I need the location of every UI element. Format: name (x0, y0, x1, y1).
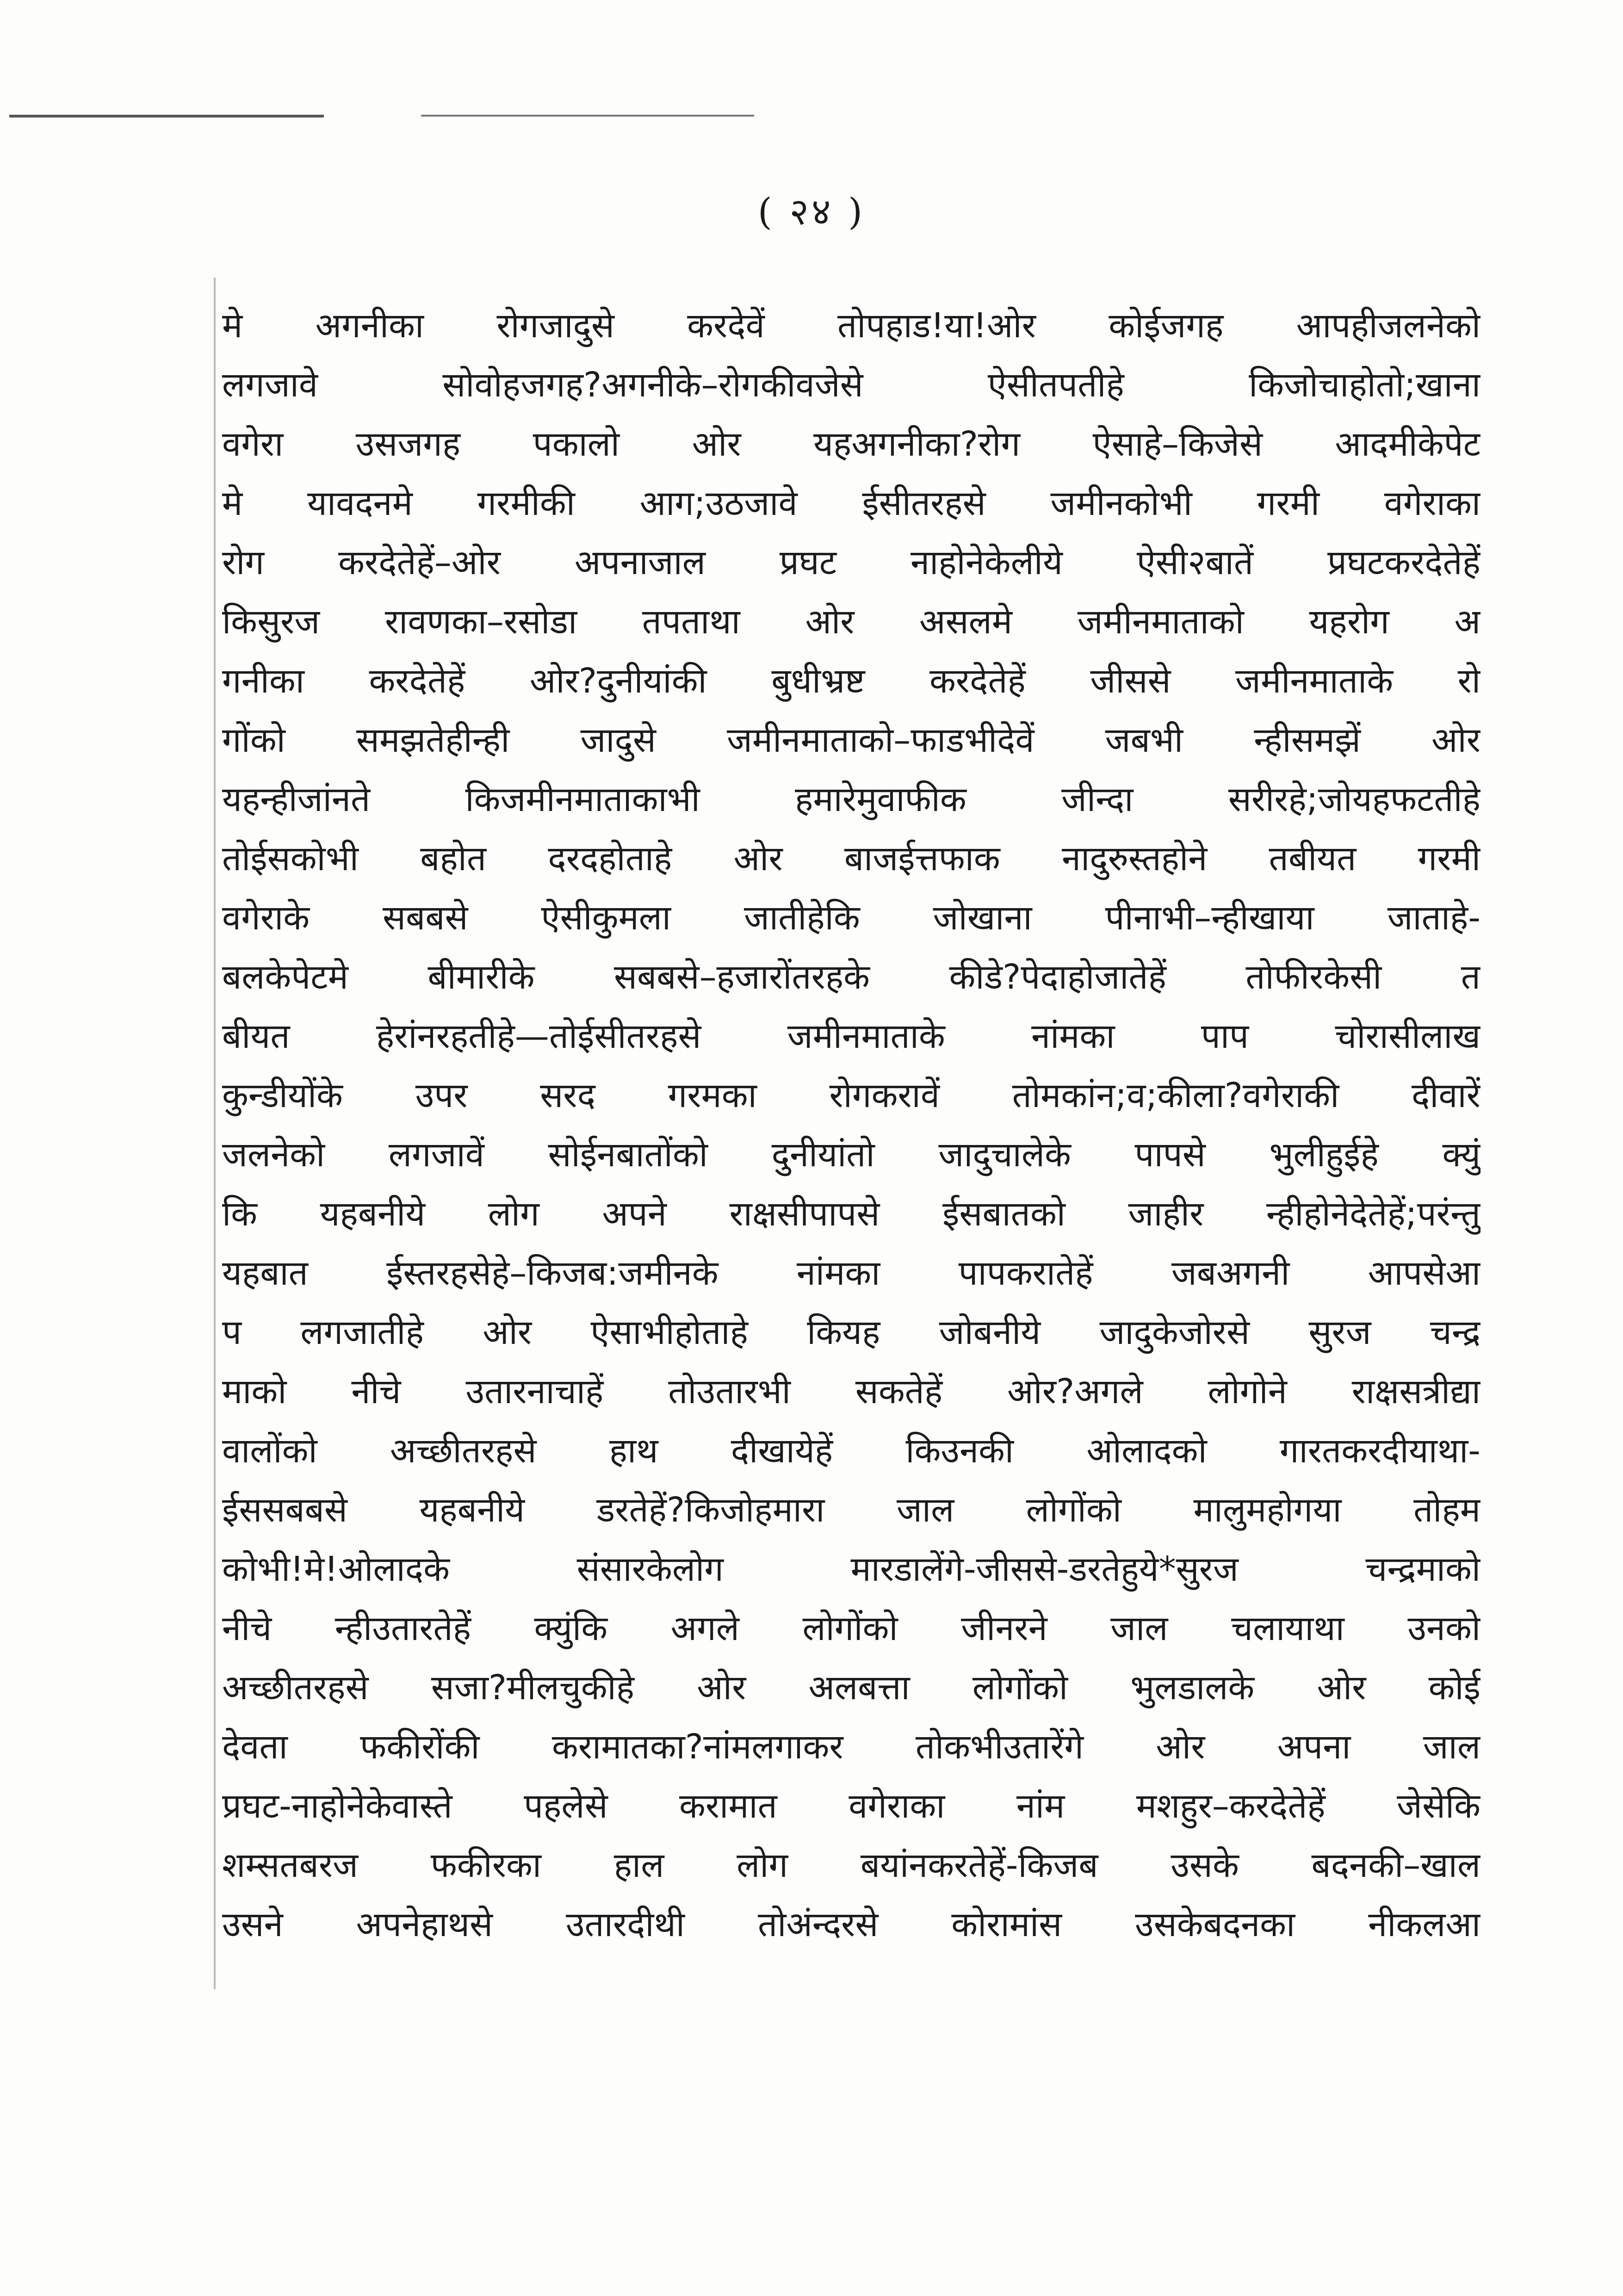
text-line: बलकेपेटमे बीमारीके सबबसे–हजारोंतरहके कीडे?पेदाहोजातेहें तोफीरकेसी त (222, 957, 1481, 997)
text-line: मे यावदनमे गरमीकी आग;उठजावे ईसीतरहसे जमीनकोभी गरमी वगेराका (222, 483, 1481, 523)
text-line: तोईसकोभी बहोत दरदहोताहे ओर बाजईत्तफाक नादुरुस्तहोने तबीयत गरमी (222, 839, 1481, 879)
text-line: रोग करदेतेहें–ओर अपनाजाल प्रघट नाहोनेकेलीये ऐसी२बातें प्रघटकरदेतेहें (222, 543, 1481, 582)
text-line: माको नीचे उतारनाचाहें तोउतारभी सकतेहें ओर?अगले लोगोने राक्षसत्रीद्या (222, 1372, 1481, 1411)
text-line: कि यहबनीये लोग अपने राक्षसीपापसे ईसबातको जाहीर न्हीहोनेदेतेहें;परंन्तु (222, 1194, 1481, 1234)
text-line: गनीका करदेतेहें ओर?दुनीयांकी बुधीभ्रष्ट करदेतेहें जीससे जमीनमाताके रो (222, 661, 1481, 701)
text-line: प लगजातीहे ओर ऐसाभीहोताहे कियह जोबनीये जादुकेजोरसे सुरज चन्द्र (222, 1312, 1481, 1352)
text-line: गोंको समझतेहीन्ही जादुसे जमीनमाताको–फाडभीदेवें जबभी न्हीसमझें ओर (222, 720, 1481, 760)
text-line: यहबात ईस्तरहसेहे–किजब:जमीनके नांमका पापकरातेहें जबअगनी आपसेआ (222, 1253, 1481, 1293)
text-line: देवता फकीरोंकी करामातका?नांमलगाकर तोकभीउतारेंगे ओर अपना जाल (222, 1727, 1481, 1767)
text-line: कुन्डीयोंके उपर सरद गरमका रोगकरावें तोमकांन;व;कीला?वगेराकी दीवारें (222, 1076, 1481, 1115)
body-text (222, 296, 1481, 1954)
text-line: बीयत हेरांनरहतीहे—तोईसीतरहसे जमीनमाताके नांमका पाप चोरासीलाख (222, 1016, 1481, 1056)
text-line: कोभी!मे!ओलादके संसारकेलोग मारडालेंगे-जीससे-डरतेहुये*सुरज चन्द्रमाको (222, 1549, 1481, 1589)
text-line: लगजावे सोवोहजगह?अगनीके–रोगकीवजेसे ऐसीतपतीहे किजोचाहोतो;खाना (222, 365, 1481, 405)
text-line: मे अगनीका रोगजादुसे करदेवें तोपहाड!या!ओर कोईजगह आपहीजलनेको (222, 306, 1481, 346)
header-rule-right (421, 115, 754, 117)
text-line: जलनेको लगजावें सोईनबातोंको दुनीयांतो जादुचालेके पापसे भुलीहुईहे क्युं (222, 1135, 1481, 1175)
header-rule-left (9, 115, 324, 118)
text-line: प्रघट-नाहोनेकेवास्ते पहलेसे करामात वगेराका नांम मशहुर–करदेतेहें जेसेकि (222, 1786, 1481, 1826)
text-line: उसने अपनेहाथसे उतारदीथी तोअंन्दरसे कोरामांस उसकेबदनका नीकलआ (222, 1905, 1481, 1944)
text-line: वालोंको अच्छीतरहसे हाथ दीखायेहें किउनकी ओलादको गारतकरदीयाथा- (222, 1431, 1481, 1471)
page-number: ( २४ ) (757, 190, 866, 233)
text-line: वगेरा उसजगह पकालो ओर यहअगनीका?रोग ऐसाहे–किजेसे आदमीकेपेट (222, 424, 1481, 464)
text-line: किसुरज रावणका–रसोडा तपताथा ओर असलमे जमीनमाताको यहरोग अ (222, 602, 1481, 642)
text-line: वगेराके सबबसे ऐसीकुमला जातीहेकि जोखाना पीनाभी–न्हीखाया जाताहे- (222, 898, 1481, 938)
text-line: शम्सतबरज फकीरका हाल लोग बयांनकरतेहें-किजब उसके बदनकी–खाल (222, 1845, 1481, 1885)
text-line: अच्छीतरहसे सजा?मीलचुकीहे ओर अलबत्ता लोगोंको भुलडालके ओर कोई (222, 1668, 1481, 1708)
text-line: नीचे न्हीउतारतेहें क्युंकि अगले लोगोंको जीनरने जाल चलायाथा उनको (222, 1609, 1481, 1648)
text-line: यहन्हीजांनते किजमीनमाताकाभी हमारेमुवाफीक जीन्दा सरीरहे;जोयहफटतीहे (222, 780, 1481, 819)
left-margin-mark (214, 278, 216, 1989)
text-line: ईससबबसे यहबनीये डरतेहें?किजोहमारा जाल लोगोंको मालुमहोगया तोहम (222, 1490, 1481, 1530)
